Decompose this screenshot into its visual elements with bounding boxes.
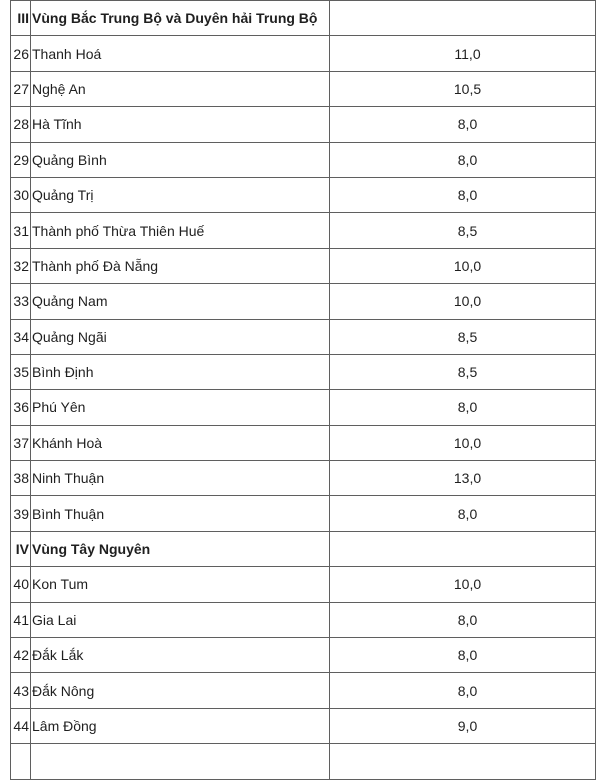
table-row [11,213,596,248]
province-name: Thanh Hoá [31,36,330,71]
province-value: 8,0 [330,107,596,142]
province-value: 10,0 [330,425,596,460]
table-row [11,142,596,177]
table-row [11,71,596,106]
row-number: 28 [11,107,31,142]
table-row [11,354,596,389]
section-title: Vùng Bắc Trung Bộ và Duyên hải Trung Bộ [31,1,330,36]
province-table-container [10,0,596,780]
province-name: Quảng Trị [31,177,330,212]
section-header-row [11,1,596,36]
province-value: 8,0 [330,673,596,708]
table-row [11,248,596,283]
province-name: Quảng Ngãi [31,319,330,354]
province-name: Phú Yên [31,390,330,425]
province-value: 10,0 [330,567,596,602]
row-number: 43 [11,673,31,708]
row-number: 27 [11,71,31,106]
row-number: 44 [11,708,31,743]
row-number: 40 [11,567,31,602]
table-row [11,708,596,743]
province-value: 9,0 [330,708,596,743]
province-name: Thành phố Thừa Thiên Huế [31,213,330,248]
province-value: 8,0 [330,177,596,212]
table-row [11,284,596,319]
row-number [11,744,31,779]
province-value: 8,0 [330,638,596,673]
province-name: Bình Thuận [31,496,330,531]
province-name: Quảng Bình [31,142,330,177]
province-name: Lâm Đồng [31,708,330,743]
province-value: 10,0 [330,284,596,319]
row-number: 39 [11,496,31,531]
table-row [11,638,596,673]
table-row [11,107,596,142]
province-value: 8,0 [330,496,596,531]
row-number: 42 [11,638,31,673]
table-row [11,567,596,602]
province-name: Thành phố Đà Nẵng [31,248,330,283]
province-name: Bình Định [31,354,330,389]
province-name: Ninh Thuận [31,461,330,496]
row-number: 30 [11,177,31,212]
table-row [11,36,596,71]
section-value [330,1,596,36]
table-row [11,744,596,779]
province-name: Nghệ An [31,71,330,106]
province-value: 10,0 [330,248,596,283]
row-number: 38 [11,461,31,496]
table-row [11,602,596,637]
section-header-row [11,531,596,566]
province-value: 11,0 [330,36,596,71]
province-table [10,0,596,780]
province-name: Đắk Nông [31,673,330,708]
row-number: 34 [11,319,31,354]
province-value: 8,0 [330,390,596,425]
province-name: Kon Tum [31,567,330,602]
province-name: Hà Tĩnh [31,107,330,142]
section-number: III [11,1,31,36]
table-row [11,390,596,425]
table-row [11,319,596,354]
province-value [330,744,596,779]
table-row [11,461,596,496]
province-value: 13,0 [330,461,596,496]
table-row [11,425,596,460]
row-number: 41 [11,602,31,637]
province-name: Đắk Lắk [31,638,330,673]
table-row [11,673,596,708]
row-number: 29 [11,142,31,177]
row-number: 37 [11,425,31,460]
section-title: Vùng Tây Nguyên [31,531,330,566]
province-name: Quảng Nam [31,284,330,319]
province-value: 8,0 [330,602,596,637]
section-value [330,531,596,566]
row-number: 35 [11,354,31,389]
province-value: 8,0 [330,142,596,177]
table-row [11,177,596,212]
province-table-body [11,1,596,780]
section-number: IV [11,531,31,566]
row-number: 33 [11,284,31,319]
row-number: 31 [11,213,31,248]
province-value: 8,5 [330,319,596,354]
table-row [11,496,596,531]
province-value: 10,5 [330,71,596,106]
row-number: 26 [11,36,31,71]
province-value: 8,5 [330,213,596,248]
province-name [31,744,330,779]
row-number: 32 [11,248,31,283]
province-name: Gia Lai [31,602,330,637]
province-value: 8,5 [330,354,596,389]
province-name: Khánh Hoà [31,425,330,460]
row-number: 36 [11,390,31,425]
